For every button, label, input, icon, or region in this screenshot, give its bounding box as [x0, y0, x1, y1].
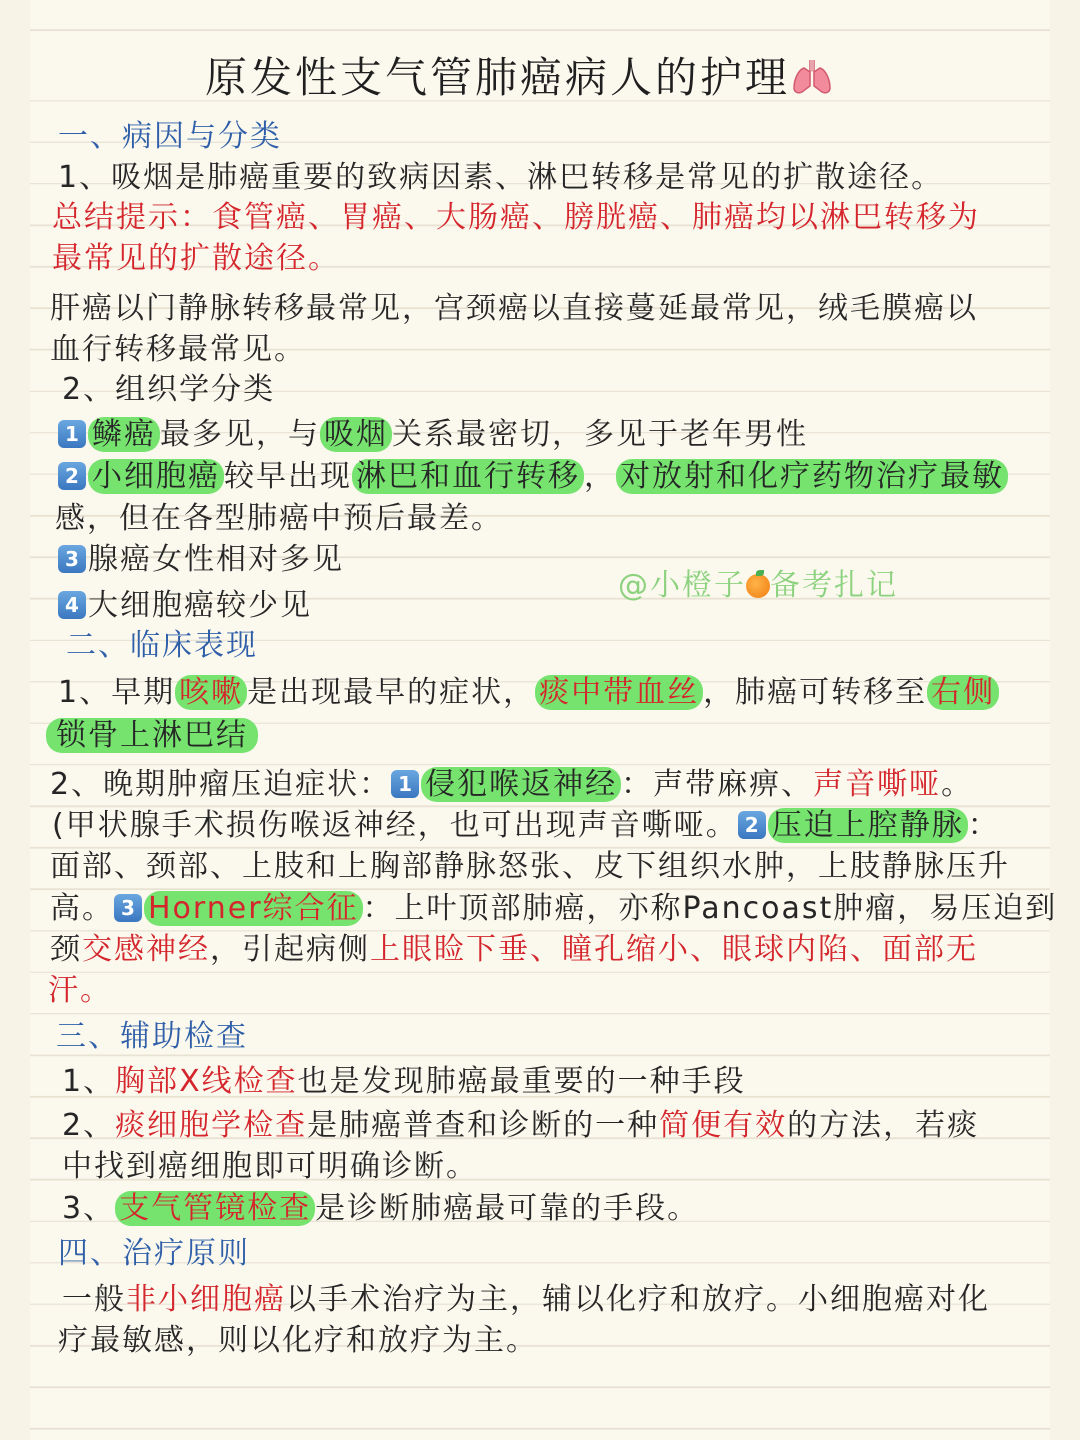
text: 3、 — [62, 1191, 116, 1226]
text: 一般 — [62, 1282, 126, 1317]
text-line — [58, 673, 999, 713]
text: 的方法，若痰 — [787, 1108, 980, 1143]
text-line: 中找到癌细胞即可明确诊断。 — [62, 1149, 478, 1184]
text: 颈 — [50, 932, 82, 967]
text-line — [62, 1062, 746, 1102]
highlight: 右侧 — [927, 675, 999, 710]
red-text: 胸部X线检查 — [115, 1064, 298, 1099]
highlight: 锁骨上淋巴结 — [46, 718, 258, 753]
text: ：声带麻痹、 — [621, 767, 814, 802]
highlight: 对放射和化疗药物治疗最敏 — [616, 459, 1008, 494]
number-badge-icon: 2 — [738, 811, 766, 839]
watermark — [618, 566, 898, 606]
text: ， — [584, 459, 616, 494]
orange-icon — [746, 574, 770, 598]
text-line: 血行转移最常见。 — [50, 332, 306, 367]
text: 。 — [941, 767, 974, 802]
highlight: 淋巴和血行转移 — [352, 459, 584, 494]
text-line: 感，但在各型肺癌中预后最差。 — [55, 501, 503, 536]
text: 是肺癌普查和诊断的一种 — [307, 1108, 660, 1143]
number-badge-icon: 2 — [58, 462, 86, 490]
highlight: 小细胞癌 — [88, 459, 224, 494]
text: 2、 — [62, 1108, 116, 1143]
number-badge-icon: 1 — [58, 420, 86, 448]
summary-line: 最常见的扩散途径。 — [52, 241, 340, 276]
text: 高。 — [50, 891, 114, 926]
text: 是出现最早的症状， — [247, 675, 536, 710]
text-line — [50, 765, 973, 805]
text: (甲状腺手术损伤喉返神经，也可出现声音嘶哑。 — [52, 808, 738, 843]
page-title — [205, 52, 834, 108]
title-text: 原发性支气管肺癌病人的护理 — [205, 53, 791, 102]
highlight: 吸烟 — [320, 417, 392, 452]
text-line — [62, 1189, 699, 1229]
highlight: 侵犯喉返神经 — [421, 767, 621, 802]
highlight: 鳞癌 — [88, 417, 160, 452]
text: 1、 — [62, 1064, 116, 1099]
text: ：上叶顶部肺癌，亦称Pancoast肿瘤，易压迫到 — [362, 891, 1058, 926]
text-line: 面部、颈部、上肢和上胸部静脉怒张、皮下组织水肿，上肢静脉压升 — [50, 849, 1010, 884]
text: 2、晚期肿瘤压迫症状： — [50, 767, 392, 802]
text: ，引起病侧 — [210, 932, 370, 967]
number-badge-icon: 3 — [114, 894, 142, 922]
red-text: 汗。 — [48, 973, 112, 1008]
text: 大细胞癌较少见 — [88, 588, 312, 623]
highlight: 支气管镜检查 — [115, 1191, 315, 1226]
highlight: 咳嗽 — [175, 675, 247, 710]
watermark-text: 备考扎记 — [770, 568, 898, 603]
subheading: 2、组织学分类 — [62, 372, 276, 407]
text-line — [62, 1280, 990, 1320]
text: ，肺癌可转移至 — [703, 675, 928, 710]
red-text: 简便有效 — [659, 1108, 788, 1143]
number-badge-icon: 1 — [391, 770, 419, 798]
list-item — [58, 540, 344, 580]
text: 是诊断肺癌最可靠的手段。 — [315, 1191, 700, 1226]
section-heading-treatment: 四、治疗原则 — [58, 1236, 250, 1271]
red-text: 痰细胞学检查 — [115, 1108, 308, 1143]
list-item — [58, 415, 808, 455]
text-line: 疗最敏感，则以化疗和放疗为主。 — [58, 1323, 538, 1358]
text-line — [46, 716, 258, 756]
text: 关系最密切，多见于老年男性 — [392, 417, 808, 452]
summary-line: 总结提示：食管癌、胃癌、大肠癌、膀胱癌、肺癌均以淋巴转移为 — [52, 200, 980, 235]
section-heading-causes: 一、病因与分类 — [58, 119, 282, 154]
text-line: 肝癌以门静脉转移最常见，宫颈癌以直接蔓延最常见，绒毛膜癌以 — [50, 291, 978, 326]
text: 腺癌女性相对多见 — [88, 542, 344, 577]
list-item — [58, 457, 1008, 497]
text: 以手术治疗为主，辅以化疗和放疗。小细胞癌对化 — [286, 1282, 990, 1317]
red-text: 非小细胞癌 — [126, 1282, 286, 1317]
text: 1、早期 — [58, 675, 176, 710]
lungs-icon — [790, 56, 834, 108]
text-line — [62, 1106, 979, 1146]
text: ： — [967, 808, 1000, 843]
number-badge-icon: 4 — [58, 591, 86, 619]
text: 最多见，与 — [160, 417, 320, 452]
text-line — [50, 930, 978, 970]
text: 较早出现 — [224, 459, 352, 494]
text-line — [52, 806, 1000, 846]
watermark-text: @小橙子 — [618, 568, 746, 603]
text-line: 1、吸烟是肺癌重要的致病因素、淋巴转移是常见的扩散途径。 — [58, 160, 944, 195]
red-text: 上眼睑下垂、瞳孔缩小、眼球内陷、面部无 — [370, 932, 978, 967]
text: 也是发现肺癌最重要的一种手段 — [297, 1064, 746, 1099]
highlight: Horner综合征 — [144, 891, 363, 926]
highlight: 压迫上腔静脉 — [768, 808, 968, 843]
number-badge-icon: 3 — [58, 545, 86, 573]
highlight: 痰中带血丝 — [535, 675, 703, 710]
text-line — [50, 889, 1057, 929]
section-heading-clinical: 二、临床表现 — [66, 628, 258, 663]
section-heading-exams: 三、辅助检查 — [56, 1019, 248, 1054]
red-text: 交感神经 — [82, 932, 210, 967]
list-item — [58, 586, 312, 626]
red-text: 声音嘶哑 — [813, 767, 942, 802]
